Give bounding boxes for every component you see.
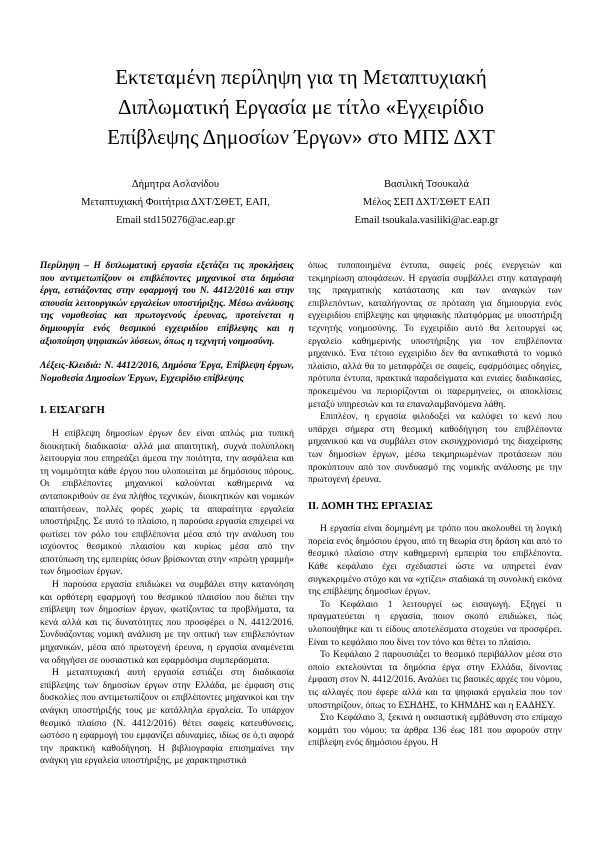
intro-paragraph-4: Επιπλέον, η εργασία φιλοδοξεί να καλύψει το κενό που υπάρχει σήμερα στη θεσμική καθοδήγηση του επιβλέποντα μηχανικού και να συμβάλει στον εκσυγχρονισμό της διαχείρισης των δημοσίων έργων, μέσω τεκμηριωμένων προτάσεων που προκύπτουν από τον συνδυασμό της νομικής ανάλυσης με την πρωτογενή έρευνα. (308, 412, 562, 486)
authors-row (50, 176, 552, 230)
intro-paragraph-3: Η μεταπτυχιακή αυτή εργασία εστιάζει στη διαδικασία επίβλεψης των δημοσίων έργων στην Ελλάδα, με έμφαση στις δυσκολίες που αντιμετωπίζουν οι επιβλέποντες μηχανικοί και την ανάγκη υποστήριξής τους με κατάλληλα εργαλεία. Το υπάρχον θεσμικό πλαίσιο (Ν. 4412/2016) θέτει σαφείς κατευθύνσεις, ωστόσο η εφαρμογή του εμφανίζει αδυναμίες, ιδίως σε ό,τι αφορά την πρακτική καθοδήγηση. Η βιβλιογραφία επισημαίνει την ανάγκη για εργαλεία υποστήριξης, με χαρακτηριστικά (40, 668, 294, 767)
author-block-left (50, 176, 301, 230)
keywords-label: Λέξεις-Κλειδιά: (40, 361, 102, 372)
intro-paragraph-2: Η παρούσα εργασία επιδιώκει να συμβάλει στην κατανόηση και ορθότερη εφαρμογή του θεσμικού πλαισίου που διέπει την επίβλεψη των δημοσίων έργων, φωτίζοντας τα προβλήματα, τα κενά αλλά και τις δυνατότητες που προσφέρει ο Ν. 4412/2016. Συνδυάζοντας νομική ανάλυση με την οπτική των επιβλεπόντων μηχανικών, μέσα από πρωτογενή έρευνα, η εργασία αναμένεται να οδηγήσει σε ουσιαστικά και εφαρμόσιμα συμπεράσματα. (40, 580, 294, 666)
abstract-paragraph (40, 260, 294, 348)
intro-paragraph-3-continued: όπως τυποποιημένα έντυπα, σαφείς ροές ενεργειών και τεκμηρίωση αποφάσεων. Η εργασία συμβάλλει στην καταγραφή της πραγματικής κατάστασης και των αναγκών των επιβλεπόντων, καταλήγοντας σε πρόταση για δημιουργία ενός εγχειριδίου επίβλεψης και ψηφιακής πλατφόρμας με υποστήριξη τεχνητής νοημοσύνης. Το εγχειρίδιο αυτό θα λειτουργεί ως εργαλείο καθημερινής υποστήριξης για τον επιβλέποντα μηχανικό. Ένα τέτοιο εγχειρίδιο δεν θα αντικαθιστά το νομικό πλαίσιο, αλλά θα το μεταφράζει σε σαφείς, εφαρμόσιμες οδηγίες, πρότυπα έντυπα, πρακτικά παραδείγματα και ενιαίες διαδικασίες, προκειμένου να περιορίζονται οι παρερμηνείες, οι αποκλίσεις μεταξύ υπηρεσιών και τα επαναλαμβανόμενα λάθη. (308, 261, 562, 410)
author-block-right (301, 176, 552, 230)
paper-title: Εκτεταμένη περίληψη για τη Μεταπτυχιακή Διπλωματική Εργασία με τίτλο «Εγχειρίδιο Επίβλεψης Δημοσίων Έργων» στο ΜΠΣ ΔΧΤ (107, 65, 495, 149)
keywords-paragraph (40, 360, 294, 385)
section-1-heading: I. ΕΙΣΑΓΩΓΗ (40, 405, 105, 417)
structure-paragraph-1: Η εργασία είναι δομημένη με τρόπο που ακολουθεί τη λογική πορεία ενός δημόσιου έργου, από τη θεωρία στη δράση και από το θεσμικό πλαίσιο στην καθημερινή εμπειρία του επιβλέποντα. Κάθε κεφάλαιο έχει σχεδιαστεί ώστε να υπηρετεί έναν συγκεκριμένο στόχο και να «χτίζει» σταδιακά τη συνολική εικόνα της επίβλεψης δημοσίων έργων. (308, 524, 562, 598)
structure-paragraph-3: Το Κεφάλαιο 2 παρουσιάζει το θεσμικό περιβάλλον μέσα στο οποίο εκτελούνται τα δημόσια έργα στην Ελλάδα, δίνοντας έμφαση στον Ν. 4412/2016. Αναλύει τις βασικές αρχές του νόμου, τις αλλαγές που έφερε αλλά και τα ψηφιακά εργαλεία που τον υποστηρίζουν, όπως το ΕΣΗΔΗΣ, το ΚΗΜΔΗΣ και η ΕΑΔΗΣΥ. (308, 650, 562, 711)
author-email: Email tsoukala.vasiliki@ac.eap.gr (354, 215, 499, 226)
right-column (308, 260, 562, 768)
author-name: Βασιλική Τσουκαλά (383, 179, 470, 190)
intro-paragraph-1: Η επίβλεψη δημοσίων έργων δεν είναι απλώς μια τυπική διοικητική διαδικασία· αλλά μια απαιτητική, συχνά πολύπλοκη λειτουργία που επηρεάζει άμεσα την ποιότητα, την ασφάλεια και τη νομιμότητα κάθε έργου που υλοποιείται με δημόσιους πόρους. Οι επιβλέποντες μηχανικοί καλούνται καθημερινά να ανταποκριθούν σε ένα πλήθος τεχνικών, διοικητικών και νομικών απαιτήσεων, πολλές φορές χωρίς τα απαραίτητα εργαλεία υποστήριξης. Σε αυτό το πλαίσιο, η παρούσα εργασία επιχειρεί να φωτίσει τον ρόλο του επιβλέποντα μέσα από την ανάλυση του ισχύοντος θεσμικού πλαισίου και κυρίως μέσα από την αποτύπωση της εμπειρίας όσων βρίσκονται στην «πρώτη γραμμή» των δημοσίων έργων. (40, 428, 294, 578)
abstract-label: Περίληψη – (40, 261, 90, 271)
structure-paragraph-4: Στο Κεφάλαιο 3, ξεκινά η ουσιαστική εμβάθυνση στο επίμαχο κομμάτι του νόμου: τα άρθρα 136 έως 181 που αφορούν στην επίβλεψη ενός δημόσιου έργου. Η (308, 713, 562, 749)
abstract-text: Η διπλωματική εργασία εξετάζει τις προκλήσεις που αντιμετωπίζουν οι επιβλέποντες μηχανικοί στα δημόσια έργα, εστιάζοντας στην εφαρμογή του Ν. 4412/2016 και στην απουσία λειτουργικών εργαλείων υποστήριξης. Μέσω ανάλυσης της νομοθεσίας και πρωτογενούς έρευνας, προτείνεται η δημιουργία ενός θεσμικού εγχειριδίου επίβλεψης και η αξιοποίηση ψηφιακών λύσεων, όπως η τεχνητή νοημοσύνη. (40, 261, 295, 347)
structure-paragraph-2: Το Κεφάλαιο 1 λειτουργεί ως εισαγωγή. Εξηγεί τι πραγματεύεται η εργασία, ποιον σκοπό επιδιώκει, πώς υλοποιήθηκε και τι είδους αποτελέσματα στοχεύει να προσφέρει. Είναι το κεφάλαιο που δίνει τον τόνο και θέτει το πλαίσιο. (308, 599, 562, 648)
keywords-text: Ν. 4412/2016, Δημόσια Έργα, Επίβλεψη έργων, Νομοθεσία Δημοσίων Έργων, Εγχειρίδιο επίβλεψης (40, 361, 294, 384)
author-affiliation: Μέλος ΣΕΠ ΔΧΤ/ΣΘΕΤ ΕΑΠ (362, 197, 491, 208)
author-name: Δήμητρα Ασλανίδου (131, 179, 220, 190)
section-2-heading: II. ΔΟΜΗ ΤΗΣ ΕΡΓΑΣΙΑΣ (308, 500, 433, 512)
author-affiliation: Μεταπτυχιακή Φοιτήτρια ΔΧΤ/ΣΘΕΤ, ΕΑΠ, (81, 197, 270, 208)
author-email: Email std150276@ac.eap.gr (115, 215, 235, 226)
left-column (40, 260, 294, 768)
content-columns (40, 260, 562, 768)
